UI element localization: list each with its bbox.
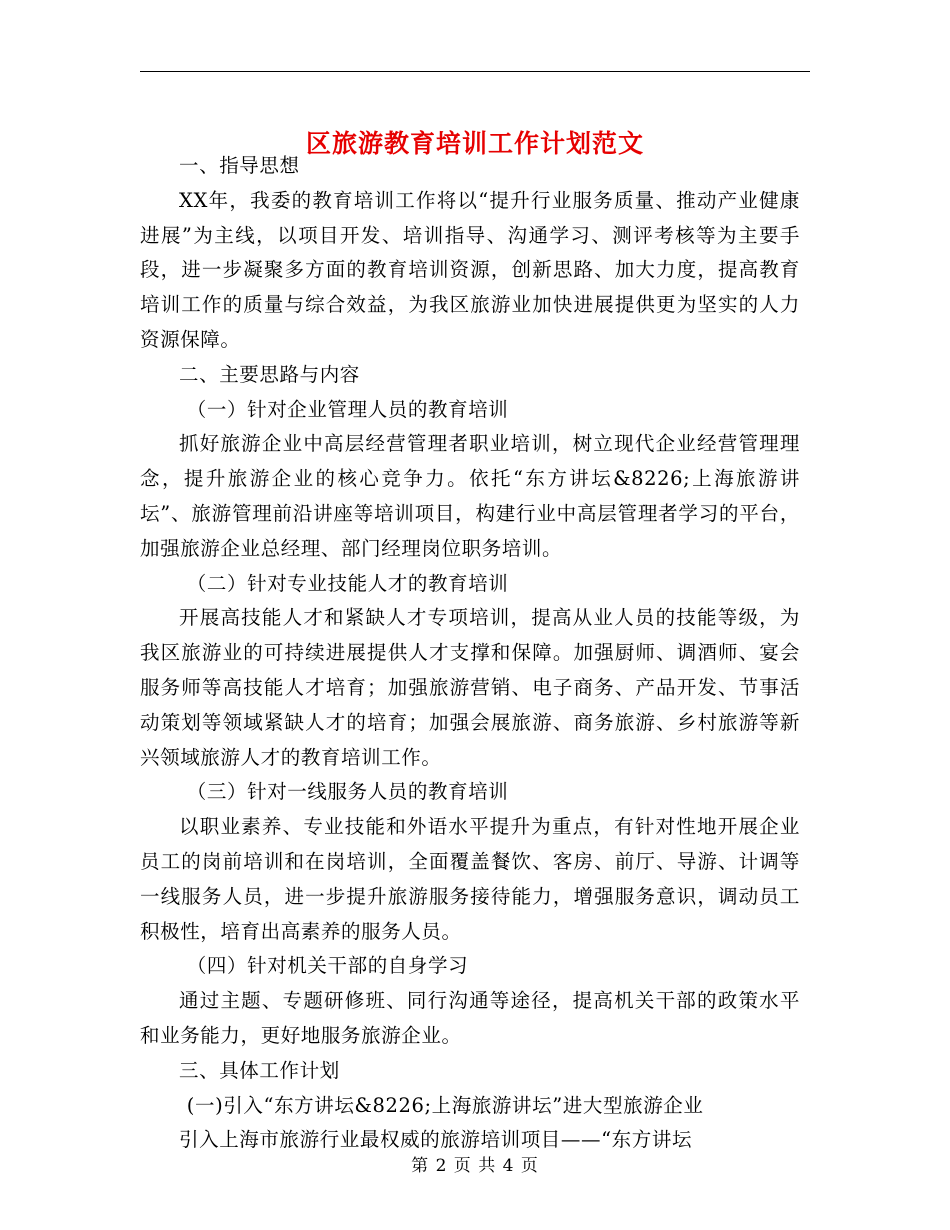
document-title: 区旅游教育培训工作计划范文 [305, 128, 644, 158]
body-paragraph: 抓好旅游企业中高层经营管理者职业培训，树立现代企业经营管理理念，提升旅游企业的核心竞争力。依托“东方讲坛&8226;上海旅游讲坛”、旅游管理前沿讲座等培训项目，构建行业中高层管理者学习的平台，加强旅游企业总经理、部门经理岗位职务培训。 [140, 432, 800, 560]
section-heading: 一、指导思想 [179, 154, 300, 177]
document-body [140, 149, 800, 1158]
body-paragraph: 引入上海市旅游行业最权威的旅游培训项目——“东方讲坛 [179, 1128, 693, 1152]
body-paragraph: 开展高技能人才和紧缺人才专项培训，提高从业人员的技能等级，为我区旅游业的可持续进展提供人才支撑和保障。加强厨师、调酒师、宴会服务师等高技能人才培育；加强旅游营销、电子商务、产品开发、节事活动策划等领域紧缺人才的培育；加强会展旅游、商务旅游、乡村旅游等新兴领域旅游人才的教育培训工作。 [140, 606, 800, 769]
body-paragraph: XX年，我委的教育培训工作将以“提升行业服务质量、推动产业健康进展”为主线，以项目开发、培训指导、沟通学习、测评考核等为主要手段，进一步凝聚多方面的教育培训资源，创新思路、加大力度，提高教育培训工作的质量与综合效益，为我区旅游业加快进展提供更为坚实的人力资源保障。 [140, 188, 800, 351]
subsection-heading: （三）针对一线服务人员的教育培训 [186, 780, 509, 804]
body-paragraph: 通过主题、专题研修班、同行沟通等途径，提高机关干部的政策水平和业务能力，更好地服务旅游企业。 [140, 989, 800, 1047]
subsection-heading: (一)引入“东方讲坛&8226;上海旅游讲坛”进大型旅游企业 [186, 1093, 704, 1117]
section-heading: 三、具体工作计划 [179, 1058, 340, 1082]
header-rule [140, 71, 810, 72]
page-number: 第 2 页 共 4 页 [411, 1156, 539, 1176]
subsection-heading: （四）针对机关干部的自身学习 [186, 954, 469, 978]
subsection-heading: （二）针对专业技能人才的教育培训 [186, 571, 509, 595]
subsection-heading: （一）针对企业管理人员的教育培训 [186, 397, 509, 421]
section-heading: 二、主要思路与内容 [179, 362, 360, 386]
body-paragraph: 以职业素养、专业技能和外语水平提升为重点，有针对性地开展企业员工的岗前培训和在岗培训，全面覆盖餐饮、客房、前厅、导游、计调等一线服务人员，进一步提升旅游服务接待能力，增强服务意识，调动员工积极性，培育出高素养的服务人员。 [140, 815, 800, 943]
